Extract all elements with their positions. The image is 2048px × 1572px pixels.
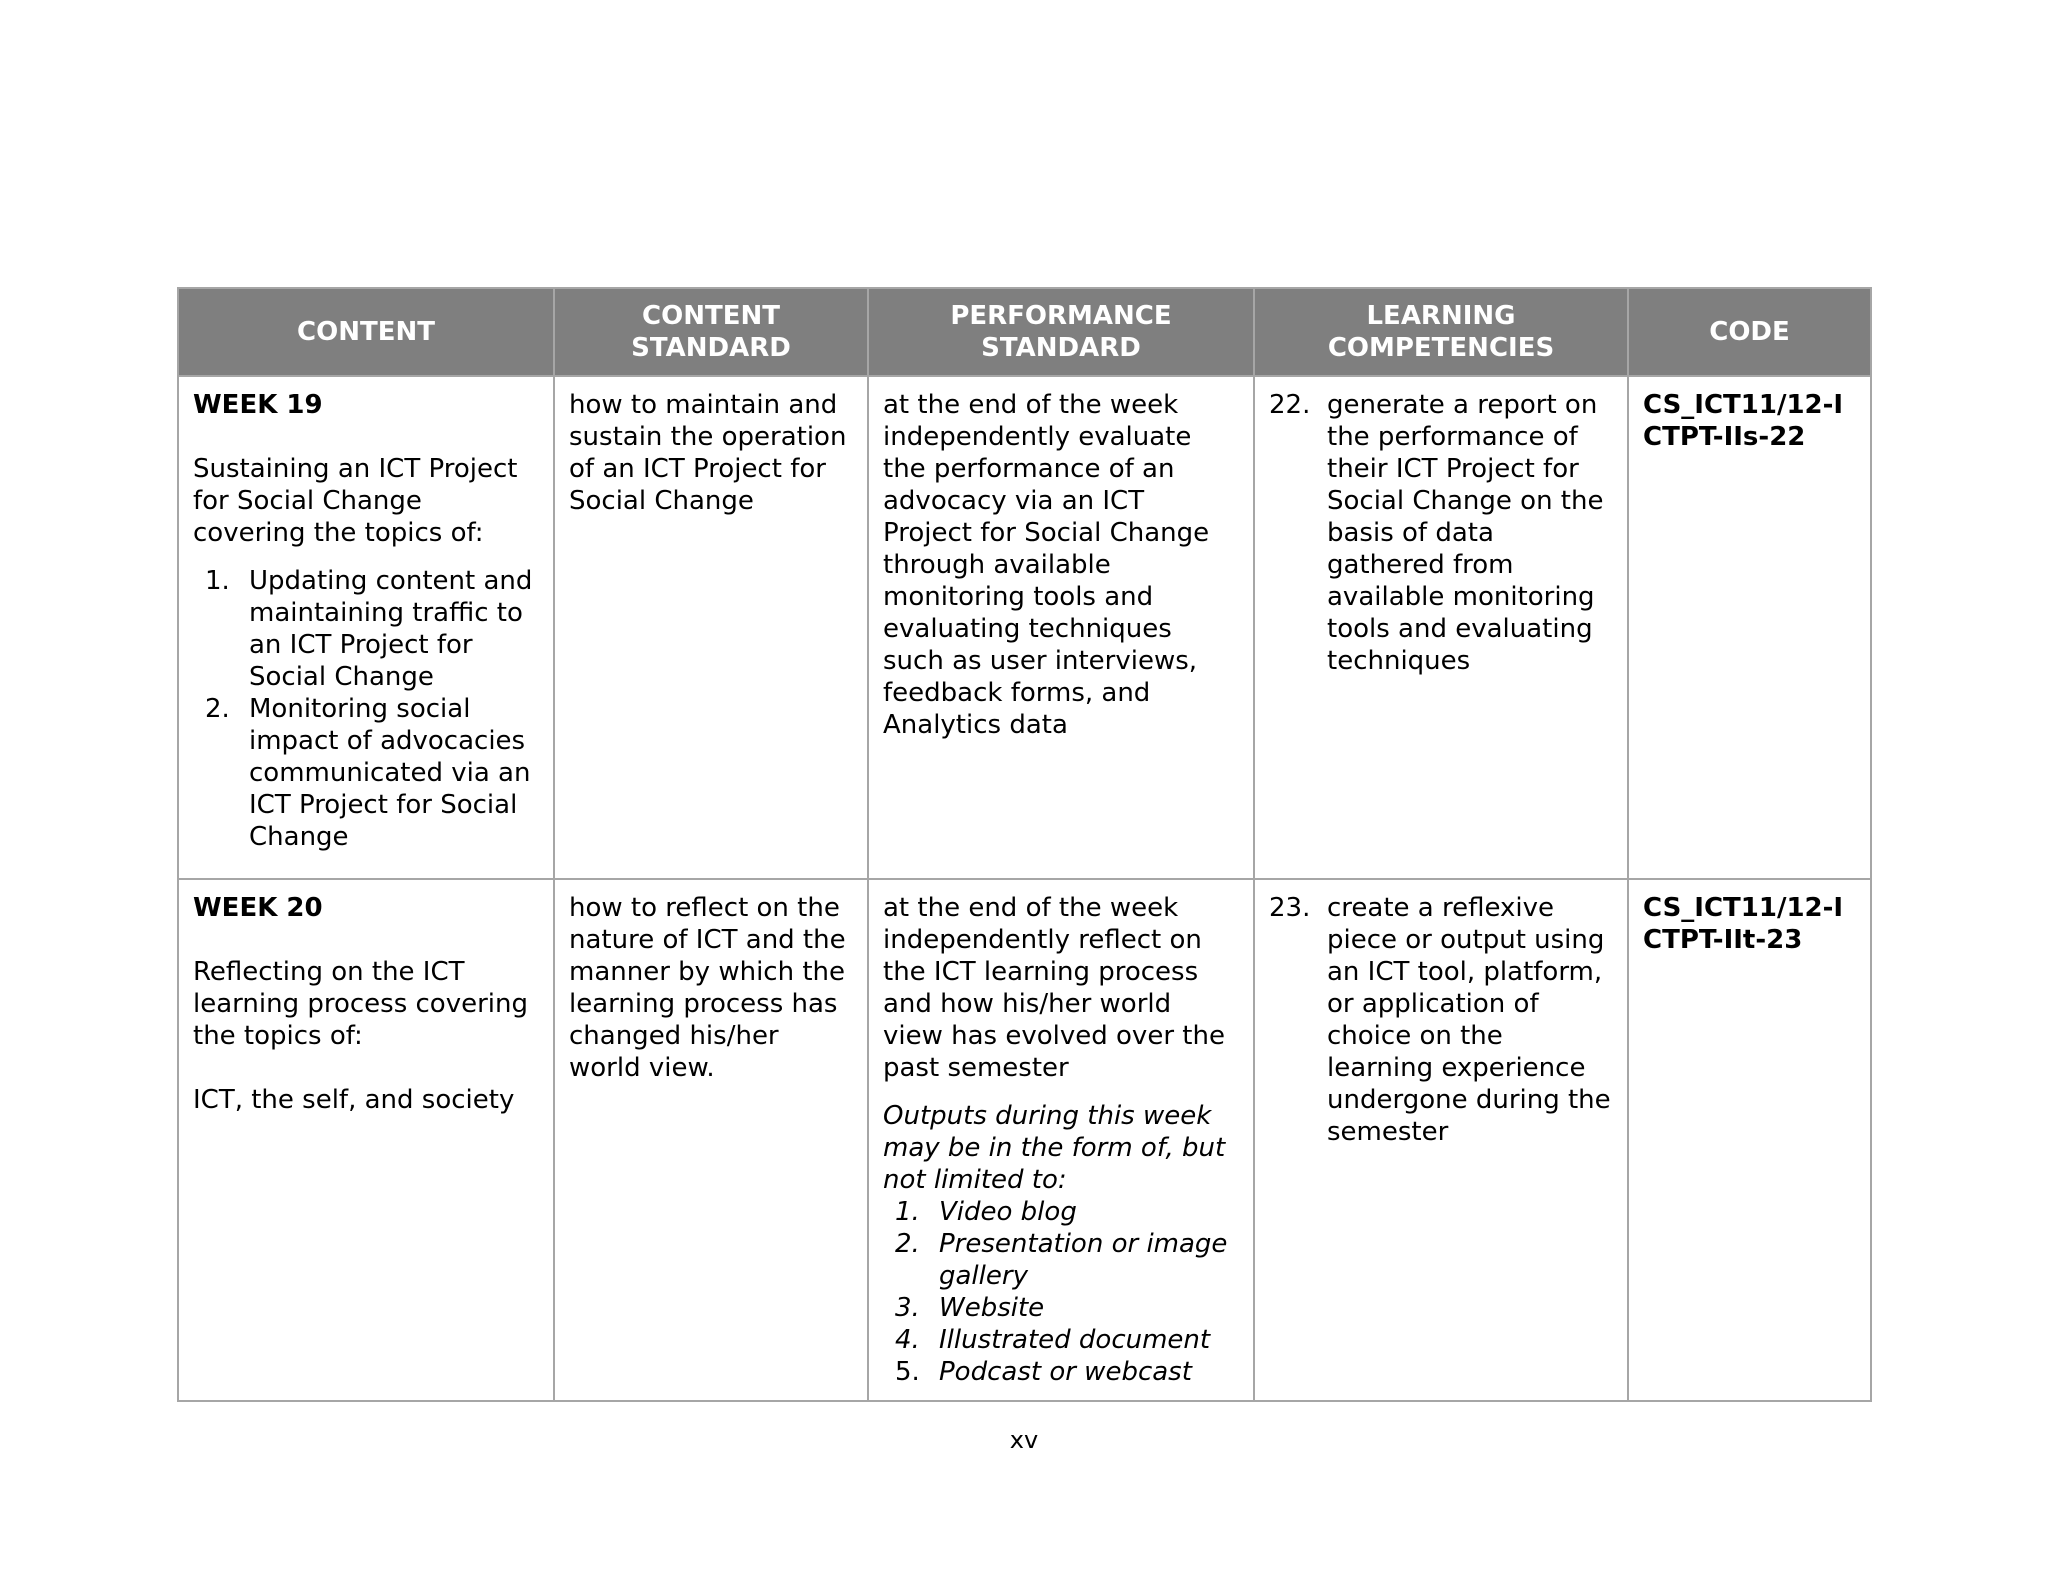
performance-standard-cell: at the end of the week independently evaluate the performance of an advocacy via an ICT Project for Social Change through available monitoring tools and evaluating techniques such as user interviews, feedback forms, and Analytics data	[868, 376, 1254, 879]
learning-competency-cell	[1254, 879, 1628, 1401]
curriculum-table	[177, 287, 1872, 1402]
header-performance-standard: PERFORMANCE STANDARD	[868, 288, 1254, 376]
header-content: CONTENT	[178, 288, 554, 376]
outputs-list	[883, 1196, 1239, 1388]
code-cell: CS_ICT11/12-ICTPT-IIt-23	[1628, 879, 1871, 1401]
list-item: 2. Monitoring social impact of advocacies communicated via an ICT Project for Social Change	[205, 694, 531, 852]
list-item: 2. Presentation or image gallery	[895, 1229, 1228, 1291]
list-item: 5. Podcast or webcast	[895, 1357, 1192, 1387]
content-topic: ICT, the self, and society	[193, 1085, 515, 1115]
page-number: xv	[1009, 1426, 1039, 1454]
code-cell: CS_ICT11/12-ICTPT-IIs-22	[1628, 376, 1871, 879]
header-code: CODE	[1628, 288, 1871, 376]
outputs-intro: Outputs during this week may be in the form of, but not limited to:	[883, 1101, 1226, 1195]
list-item: 3. Website	[895, 1293, 1045, 1323]
table-row	[178, 879, 1871, 1401]
competency-number: 22.	[1269, 390, 1311, 420]
list-item: 1. Updating content and maintaining traffic to an ICT Project for Social Change	[205, 566, 533, 692]
content-topic-list	[193, 565, 539, 853]
header-learning-competencies: LEARNING COMPETENCIES	[1254, 288, 1628, 376]
header-content-standard: CONTENT STANDARD	[554, 288, 868, 376]
table-row	[178, 376, 1871, 879]
content-cell	[178, 376, 554, 879]
list-item: 4. Illustrated document	[895, 1325, 1211, 1355]
performance-standard-cell: at the end of the week independently reflect on the ICT learning process and how his/her world view has evolved over the past semester Outputs during this week may be in the form of, but not limited to: 1. Video blog 2. Presentation or image gallery 3. Website 4. Illustrated document 5. Podcast or webcast	[868, 879, 1254, 1401]
content-standard-cell: how to reflect on the nature of ICT and the manner by which the learning process has changed his/her world view.	[554, 879, 868, 1401]
content-cell	[178, 879, 554, 1401]
content-intro: Sustaining an ICT Project for Social Change covering the topics of:	[193, 454, 518, 548]
competency-number: 23.	[1269, 893, 1311, 923]
learning-competency-cell	[1254, 376, 1628, 879]
competency-text: create a reflexive piece or output using an ICT tool, platform, or application of choice on the learning experience undergone during the semester	[1327, 893, 1611, 1147]
competency-text: generate a report on the performance of their ICT Project for Social Change on the basis of data gathered from available monitoring tools and evaluating techniques	[1327, 390, 1604, 676]
content-intro: Reflecting on the ICT learning process covering the topics of:	[193, 957, 528, 1051]
table-header-row	[178, 288, 1871, 376]
week-label: WEEK 19	[193, 390, 323, 420]
content-standard-cell: how to maintain and sustain the operation of an ICT Project for Social Change	[554, 376, 868, 879]
list-item: 1. Video blog	[895, 1197, 1077, 1227]
week-label: WEEK 20	[193, 893, 323, 923]
